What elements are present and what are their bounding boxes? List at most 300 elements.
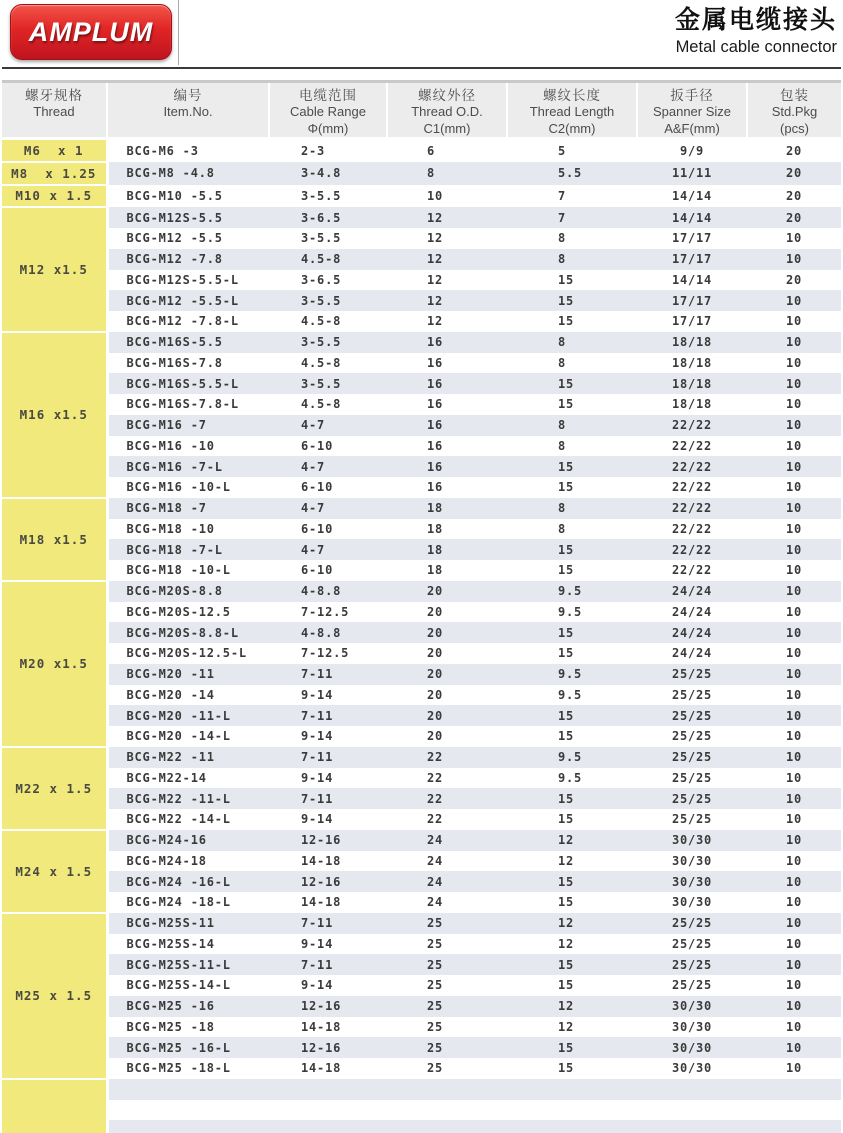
cell-thread-length: 9.5 (507, 664, 637, 685)
cell-thread-od: 18 (387, 539, 507, 560)
cell-std-pkg (747, 1079, 841, 1100)
cell-spanner-size: 17/17 (671, 231, 713, 246)
column-header-en: Thread (33, 104, 75, 119)
cell-thread-od: 12 (387, 207, 507, 228)
cell-std-pkg: 10 (747, 581, 841, 602)
cell-thread-od: 16 (427, 397, 444, 412)
column-header-item-no (107, 82, 269, 139)
cell-thread-length: 5.5 (507, 162, 637, 185)
cell-spanner-size: 9/9 (679, 143, 705, 158)
cell-std-pkg: 10 (785, 853, 803, 868)
cell-item-no: BCG-M20S-12.5-L (126, 646, 247, 661)
cell-spanner-size: 22/22 (637, 498, 747, 519)
cell-thread-length: 15 (558, 812, 575, 827)
table-row (2, 954, 841, 975)
cell-spanner-size: 22/22 (671, 438, 713, 453)
cell-item-no: BCG-M22 -14-L (126, 812, 231, 827)
table-row (2, 664, 841, 685)
cell-cable-range: 7-11 (269, 954, 387, 975)
cell-thread-od: 20 (427, 729, 444, 744)
cell-cable-range: 4.5-8 (301, 397, 342, 412)
cell-item-no: BCG-M22-14 (126, 770, 207, 785)
cell-cable-range: 3-4.8 (269, 162, 387, 185)
table-row (2, 139, 841, 162)
cell-item-no: BCG-M20 -11-L (107, 705, 269, 726)
cell-cable-range: 4.5-8 (301, 355, 342, 370)
cell-spanner-size: 18/18 (637, 373, 747, 394)
table-row (2, 622, 841, 643)
cell-std-pkg: 10 (785, 521, 803, 536)
cell-thread-od: 22 (387, 788, 507, 809)
cell-thread-length: 15 (507, 871, 637, 892)
cell-std-pkg: 10 (747, 290, 841, 311)
cell-thread-length: 15 (558, 480, 575, 495)
cell-spanner-size: 22/22 (671, 521, 713, 536)
table-row (2, 809, 841, 830)
cell-thread-od: 16 (427, 355, 444, 370)
cell-spanner-size: 25/25 (637, 747, 747, 768)
cell-thread-length (507, 1100, 637, 1121)
cell-item-no: BCG-M25 -18-L (126, 1061, 231, 1076)
table-row (2, 436, 841, 457)
column-header-spanner-size (637, 82, 747, 139)
cell-thread-od: 12 (427, 272, 444, 287)
cell-cable-range: 7-11 (269, 664, 387, 685)
cell-thread-od: 16 (427, 480, 444, 495)
cell-std-pkg: 10 (747, 954, 841, 975)
thread-size-cell: M22 x 1.5 (2, 747, 107, 830)
cell-thread-od: 24 (387, 871, 507, 892)
cell-cable-range: 3-5.5 (269, 373, 387, 394)
cell-spanner-size: 25/25 (671, 729, 713, 744)
cell-spanner-size: 25/25 (671, 687, 713, 702)
cell-item-no: BCG-M16S-5.5 (107, 332, 269, 353)
thread-size-cell: M18 x1.5 (2, 498, 107, 581)
column-header-en: C1(mm) (423, 120, 471, 136)
cell-thread-length: 8 (558, 521, 567, 536)
cell-thread-length: 12 (507, 913, 637, 934)
cell-thread-length: 7 (507, 207, 637, 228)
table-row (2, 830, 841, 851)
cell-spanner-size: 18/18 (671, 355, 713, 370)
cell-item-no: BCG-M24 -16-L (107, 871, 269, 892)
table-row (2, 162, 841, 185)
title-english: Metal cable connector (675, 38, 837, 56)
cell-item-no: BCG-M25 -18 (126, 1019, 215, 1034)
cell-thread-od: 18 (387, 498, 507, 519)
cell-cable-range: 14-18 (301, 1061, 342, 1076)
cell-thread-length: 15 (558, 895, 575, 910)
cell-spanner-size (637, 1120, 747, 1133)
cell-cable-range: 4-7 (269, 415, 387, 436)
cell-cable-range: 9-14 (301, 812, 334, 827)
cell-thread-length: 15 (558, 729, 575, 744)
cell-std-pkg: 10 (785, 895, 803, 910)
cell-std-pkg: 10 (747, 705, 841, 726)
cell-spanner-size (637, 1100, 747, 1121)
cell-thread-od: 20 (427, 687, 444, 702)
cell-cable-range: 6-10 (301, 521, 334, 536)
cell-thread-length: 7 (558, 188, 567, 203)
cell-cable-range: 14-18 (301, 895, 342, 910)
header-vertical-divider (178, 0, 179, 65)
table-row (2, 498, 841, 519)
cell-thread-length: 15 (507, 456, 637, 477)
cell-std-pkg: 10 (785, 936, 803, 951)
cell-cable-range: 7-11 (269, 747, 387, 768)
thread-size-cell: M10 x 1.5 (2, 185, 107, 208)
cell-item-no: BCG-M22 -11-L (107, 788, 269, 809)
cell-spanner-size: 25/25 (637, 664, 747, 685)
cell-cable-range: 4-8.8 (269, 622, 387, 643)
cell-item-no: BCG-M12 -7.8 (107, 249, 269, 270)
column-header-en: Thread Length (529, 104, 615, 119)
cell-spanner-size: 24/24 (637, 622, 747, 643)
amplum-logo (10, 4, 172, 60)
cell-std-pkg: 10 (747, 913, 841, 934)
cell-spanner-size: 17/17 (637, 290, 747, 311)
cell-std-pkg: 20 (785, 143, 803, 158)
table-row (2, 685, 841, 706)
cell-std-pkg: 10 (747, 415, 841, 436)
cell-cable-range (269, 1120, 387, 1133)
page-title (675, 4, 837, 58)
cell-thread-od: 20 (427, 604, 444, 619)
table-row (2, 581, 841, 602)
cell-spanner-size: 25/25 (637, 954, 747, 975)
cell-thread-length: 15 (507, 705, 637, 726)
cell-spanner-size: 17/17 (637, 249, 747, 270)
cell-cable-range (269, 1100, 387, 1121)
column-header-en: Std.Pkg (771, 104, 818, 119)
cell-cable-range: 7-11 (269, 913, 387, 934)
cell-item-no: BCG-M16 -7-L (107, 456, 269, 477)
cell-thread-od: 12 (427, 314, 444, 329)
table-row (2, 1058, 841, 1079)
table-row (2, 1120, 841, 1133)
cell-std-pkg: 10 (747, 456, 841, 477)
column-header-en: Spanner Size (652, 104, 732, 119)
cell-item-no: BCG-M24-16 (107, 830, 269, 851)
cell-std-pkg: 10 (785, 397, 803, 412)
cell-thread-length: 8 (558, 438, 567, 453)
cell-item-no: BCG-M20S-8.8-L (107, 622, 269, 643)
cell-std-pkg (747, 1120, 841, 1133)
cell-std-pkg: 10 (747, 830, 841, 851)
cell-thread-length: 15 (558, 272, 575, 287)
cell-item-no: BCG-M22 -11 (107, 747, 269, 768)
cell-std-pkg: 10 (785, 646, 803, 661)
logo-text: AMPLUM (28, 16, 154, 47)
cell-thread-length: 15 (558, 978, 575, 993)
cell-cable-range: 3-5.5 (269, 332, 387, 353)
cell-thread-length (507, 1120, 637, 1133)
thread-size-cell: M24 x 1.5 (2, 830, 107, 913)
cell-thread-length (507, 1079, 637, 1100)
cell-spanner-size: 24/24 (671, 646, 713, 661)
cell-spanner-size: 30/30 (637, 996, 747, 1017)
cell-item-no: BCG-M25S-14-L (126, 978, 231, 993)
table-row (2, 1100, 841, 1121)
cell-cable-range: 12-16 (269, 871, 387, 892)
table-row (2, 747, 841, 768)
table-row (2, 249, 841, 270)
cell-thread-od: 25 (387, 1037, 507, 1058)
table-row (2, 332, 841, 353)
cell-spanner-size: 25/25 (671, 812, 713, 827)
cell-std-pkg: 10 (785, 1019, 803, 1034)
cell-spanner-size: 17/17 (671, 314, 713, 329)
cell-thread-od: 25 (387, 913, 507, 934)
cell-thread-od: 6 (427, 143, 436, 158)
cell-cable-range: 9-14 (301, 687, 334, 702)
table-row (2, 456, 841, 477)
cell-thread-od: 16 (387, 373, 507, 394)
cell-thread-od: 12 (387, 290, 507, 311)
cell-thread-length: 12 (507, 830, 637, 851)
cell-spanner-size: 22/22 (671, 563, 713, 578)
cell-cable-range: 4-7 (269, 456, 387, 477)
cell-std-pkg: 10 (785, 314, 803, 329)
cell-cable-range: 12-16 (269, 830, 387, 851)
column-header-zh: 螺纹外径 (418, 88, 476, 103)
cell-std-pkg: 20 (785, 188, 803, 203)
cell-item-no: BCG-M20S-8.8 (107, 581, 269, 602)
cell-thread-od: 20 (427, 646, 444, 661)
cell-thread-od (387, 1100, 507, 1121)
cell-std-pkg: 10 (785, 729, 803, 744)
cell-cable-range: 4-8.8 (269, 581, 387, 602)
table-row (2, 185, 841, 208)
cell-item-no: BCG-M16S-7.8 (126, 355, 223, 370)
cell-cable-range: 4-7 (269, 539, 387, 560)
cell-thread-length: 15 (507, 622, 637, 643)
cell-thread-length: 15 (507, 539, 637, 560)
cell-item-no: BCG-M12 -5.5 (126, 231, 223, 246)
column-header-en: (pcs) (780, 120, 809, 136)
cell-std-pkg: 10 (747, 871, 841, 892)
cell-thread-length: 8 (507, 249, 637, 270)
table-row (2, 539, 841, 560)
cell-thread-length: 8 (558, 231, 567, 246)
cell-cable-range: 6-10 (301, 438, 334, 453)
cell-std-pkg: 10 (785, 687, 803, 702)
table-row (2, 228, 841, 249)
cell-item-no: BCG-M20S-12.5 (126, 604, 231, 619)
cell-cable-range: 9-14 (301, 978, 334, 993)
thread-size-cell: M12 x1.5 (2, 207, 107, 332)
cell-item-no: BCG-M25 -16-L (107, 1037, 269, 1058)
header-row (2, 82, 841, 139)
cell-thread-od: 25 (427, 978, 444, 993)
cell-std-pkg: 10 (785, 770, 803, 785)
cell-spanner-size: 30/30 (671, 895, 713, 910)
cell-cable-range: 4-7 (269, 498, 387, 519)
cell-item-no: BCG-M25S-14 (126, 936, 215, 951)
cell-thread-od: 25 (427, 1061, 444, 1076)
cell-spanner-size: 25/25 (637, 705, 747, 726)
cell-std-pkg: 10 (747, 664, 841, 685)
cell-std-pkg: 10 (747, 249, 841, 270)
cell-cable-range: 12-16 (269, 1037, 387, 1058)
cell-spanner-size: 25/25 (671, 770, 713, 785)
cell-std-pkg: 10 (747, 539, 841, 560)
cell-thread-od: 24 (427, 895, 444, 910)
cell-spanner-size: 30/30 (671, 1061, 713, 1076)
table-row (2, 290, 841, 311)
cell-item-no: BCG-M18 -7 (107, 498, 269, 519)
cell-item-no: BCG-M16S-5.5-L (107, 373, 269, 394)
cell-thread-od: 25 (427, 1019, 444, 1034)
cell-item-no: BCG-M25S-11-L (107, 954, 269, 975)
cell-spanner-size: 25/25 (671, 936, 713, 951)
cell-thread-length: 8 (558, 355, 567, 370)
table-row (2, 394, 841, 415)
table-row (2, 975, 841, 996)
page-header (2, 0, 841, 69)
cell-thread-od: 16 (387, 415, 507, 436)
cell-item-no: BCG-M18 -10 (126, 521, 215, 536)
cell-item-no: BCG-M25S-11 (107, 913, 269, 934)
cell-item-no: BCG-M20 -14-L (126, 729, 231, 744)
cell-spanner-size: 22/22 (637, 415, 747, 436)
cell-std-pkg: 10 (747, 788, 841, 809)
cell-thread-length: 8 (507, 415, 637, 436)
cell-thread-length: 9.5 (558, 604, 583, 619)
cell-thread-od: 25 (427, 936, 444, 951)
cell-std-pkg (747, 1100, 841, 1121)
cell-thread-length: 15 (558, 646, 575, 661)
cell-cable-range: 14-18 (301, 853, 342, 868)
title-chinese: 金属电缆接头 (674, 6, 837, 34)
cell-item-no: BCG-M16S-7.8-L (126, 397, 239, 412)
thread-size-cell: M6 x 1 (2, 139, 107, 162)
column-header-zh: 电缆范围 (299, 88, 357, 103)
column-header-zh: 螺牙规格 (25, 88, 83, 103)
cell-thread-length: 15 (507, 290, 637, 311)
cell-std-pkg: 10 (785, 355, 803, 370)
cell-thread-length: 12 (558, 1019, 575, 1034)
cell-thread-od: 10 (427, 188, 444, 203)
cell-spanner-size: 11/11 (637, 162, 747, 185)
cell-std-pkg: 10 (785, 563, 803, 578)
cell-item-no: BCG-M12 -7.8-L (126, 314, 239, 329)
table-row (2, 415, 841, 436)
cell-thread-length: 12 (558, 853, 575, 868)
cell-cable-range: 4.5-8 (301, 314, 342, 329)
cell-spanner-size: 22/22 (671, 480, 713, 495)
cell-thread-od: 22 (427, 770, 444, 785)
cell-spanner-size: 30/30 (671, 853, 713, 868)
cell-thread-od: 24 (387, 830, 507, 851)
table-row (2, 560, 841, 581)
cell-cable-range: 7-11 (269, 705, 387, 726)
cell-thread-od: 24 (427, 853, 444, 868)
cell-std-pkg: 10 (747, 498, 841, 519)
cell-spanner-size: 14/14 (671, 272, 713, 287)
table-body (2, 139, 841, 1133)
cell-std-pkg: 20 (747, 162, 841, 185)
table-row (2, 851, 841, 872)
cell-item-no: BCG-M20 -14 (126, 687, 215, 702)
cell-cable-range: 9-14 (301, 770, 334, 785)
column-header-std-pkg (747, 82, 841, 139)
cell-thread-length: 9.5 (507, 747, 637, 768)
table-row (2, 1017, 841, 1038)
cell-std-pkg: 10 (785, 604, 803, 619)
table-row (2, 270, 841, 291)
cell-cable-range: 6-10 (301, 563, 334, 578)
cell-thread-od: 20 (387, 622, 507, 643)
table-row (2, 373, 841, 394)
column-header-thread (2, 82, 107, 139)
cell-cable-range: 6-10 (301, 480, 334, 495)
cell-thread-length: 9.5 (558, 770, 583, 785)
cell-spanner-size: 30/30 (637, 871, 747, 892)
cell-thread-length: 15 (558, 397, 575, 412)
cell-spanner-size: 25/25 (637, 913, 747, 934)
cell-cable-range: 7-12.5 (301, 646, 350, 661)
cell-cable-range: 3-5.5 (301, 231, 342, 246)
cell-std-pkg: 10 (747, 747, 841, 768)
cell-spanner-size: 22/22 (637, 456, 747, 477)
cell-cable-range: 3-6.5 (269, 207, 387, 228)
cell-item-no: BCG-M18 -10-L (126, 563, 231, 578)
table-header (2, 82, 841, 139)
cell-thread-od: 25 (387, 996, 507, 1017)
cell-thread-length: 12 (558, 936, 575, 951)
cell-item-no: BCG-M12 -5.5-L (107, 290, 269, 311)
cell-std-pkg: 10 (785, 1061, 803, 1076)
cell-cable-range: 4.5-8 (269, 249, 387, 270)
column-header-thread-od (387, 82, 507, 139)
cell-std-pkg: 20 (747, 207, 841, 228)
cell-spanner-size: 22/22 (637, 539, 747, 560)
thread-size-cell: M8 x 1.25 (2, 162, 107, 185)
cell-thread-length: 8 (507, 498, 637, 519)
table-row (2, 871, 841, 892)
cell-item-no: BCG-M8 -4.8 (107, 162, 269, 185)
cell-thread-od: 16 (387, 456, 507, 477)
cell-item-no: BCG-M16 -10-L (126, 480, 231, 495)
cell-thread-length: 5 (558, 143, 567, 158)
column-header-en: C2(mm) (548, 120, 596, 136)
cell-spanner-size: 18/18 (671, 397, 713, 412)
table-row (2, 726, 841, 747)
cell-item-no (107, 1120, 269, 1133)
cell-cable-range: 7-11 (269, 788, 387, 809)
cell-spanner-size: 18/18 (637, 332, 747, 353)
cell-thread-od: 22 (427, 812, 444, 827)
cell-std-pkg: 10 (785, 480, 803, 495)
cell-thread-od: 18 (427, 521, 444, 536)
cell-thread-length: 8 (507, 332, 637, 353)
cell-cable-range: 3-5.5 (301, 188, 342, 203)
cell-item-no (107, 1100, 269, 1121)
cell-item-no: BCG-M20 -11 (107, 664, 269, 685)
table-row (2, 477, 841, 498)
column-header-en: Φ(mm) (307, 120, 349, 136)
cell-std-pkg: 10 (747, 1037, 841, 1058)
cell-cable-range: 2-3 (301, 143, 326, 158)
thread-size-cell: M25 x 1.5 (2, 913, 107, 1079)
cell-spanner-size: 25/25 (637, 788, 747, 809)
column-header-en: A&F(mm) (664, 120, 720, 136)
cell-spanner-size: 30/30 (637, 1037, 747, 1058)
cell-thread-od: 20 (387, 705, 507, 726)
table-row (2, 705, 841, 726)
cell-cable-range: 7-12.5 (301, 604, 350, 619)
